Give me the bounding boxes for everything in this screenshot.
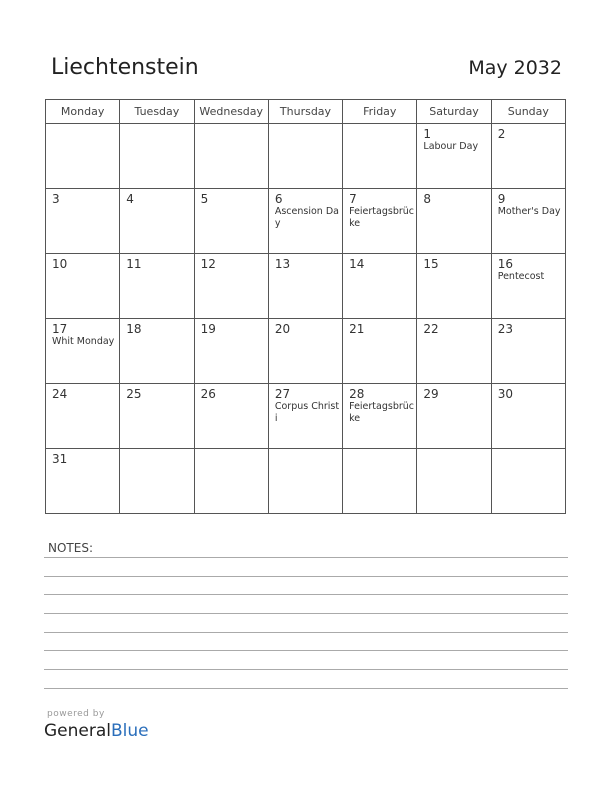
- day-cell-content: [120, 319, 193, 336]
- calendar-day-cell: [491, 319, 565, 384]
- calendar-week-row: [46, 319, 566, 384]
- calendar-day-cell: [194, 124, 268, 189]
- day-cell-content: [417, 124, 490, 153]
- day-number: 30: [497, 387, 513, 401]
- calendar-day-cell: [417, 124, 491, 189]
- day-number: 3: [52, 192, 60, 206]
- day-cell-content: [195, 384, 268, 401]
- day-cell-content: [195, 124, 268, 127]
- calendar-day-cell: [491, 189, 565, 254]
- day-cell-content: [120, 449, 193, 452]
- day-number: 16: [497, 257, 513, 271]
- weekday-sunday: Sunday: [491, 100, 565, 124]
- day-number: 24: [52, 387, 68, 401]
- notes-line: [44, 632, 568, 633]
- day-cell-content: [46, 319, 119, 348]
- calendar-day-cell: [491, 254, 565, 319]
- brand-blue: Blue: [111, 721, 149, 741]
- day-cell-content: [343, 449, 416, 452]
- notes-line: [44, 650, 568, 651]
- calendar-day-cell: [120, 384, 194, 449]
- calendar-day-cell: [417, 254, 491, 319]
- day-number: 17: [52, 322, 68, 336]
- day-number: 13: [274, 257, 291, 271]
- calendar-day-cell: [268, 189, 342, 254]
- day-number: 27: [274, 387, 291, 401]
- day-number: 26: [200, 387, 216, 401]
- notes-line: [44, 613, 568, 614]
- day-cell-content: [417, 254, 490, 271]
- holiday-label: Whit Monday: [52, 336, 115, 347]
- calendar-day-cell: [194, 254, 268, 319]
- calendar-day-cell: [343, 254, 417, 319]
- holiday-label: Ascension Day: [274, 206, 339, 229]
- holiday-label: Labour Day: [423, 141, 479, 152]
- day-cell-content: [492, 189, 565, 218]
- notes-line: [44, 557, 568, 558]
- day-number: 2: [497, 127, 506, 141]
- notes-line: [44, 594, 568, 595]
- calendar-day-cell: [120, 124, 194, 189]
- day-number: 10: [52, 257, 68, 271]
- day-cell-content: [343, 254, 416, 271]
- day-cell-content: [46, 189, 119, 206]
- calendar-day-cell: [46, 449, 120, 514]
- day-cell-content: [120, 254, 193, 271]
- day-cell-content: [120, 124, 193, 127]
- calendar-day-cell: [120, 319, 194, 384]
- calendar-day-cell: [268, 124, 342, 189]
- weekday-monday: Monday: [46, 100, 120, 124]
- calendar-week-row: [46, 189, 566, 254]
- day-cell-content: [343, 189, 416, 230]
- calendar-day-cell: [343, 384, 417, 449]
- day-number: 23: [497, 322, 513, 336]
- calendar-day-cell: [120, 449, 194, 514]
- holiday-label: Mother's Day: [497, 206, 561, 217]
- calendar-day-cell: [194, 384, 268, 449]
- calendar-day-cell: [417, 449, 491, 514]
- calendar-day-cell: [46, 124, 120, 189]
- day-cell-content: [269, 124, 342, 127]
- calendar-day-cell: [343, 449, 417, 514]
- day-number: 21: [349, 322, 365, 336]
- day-cell-content: [417, 384, 490, 401]
- day-cell-content: [343, 319, 416, 336]
- notes-label: NOTES:: [48, 541, 93, 555]
- day-cell-content: [46, 254, 119, 271]
- day-cell-content: [492, 319, 565, 336]
- calendar-day-cell: [417, 384, 491, 449]
- day-cell-content: [46, 124, 119, 127]
- weekday-friday: Friday: [343, 100, 417, 124]
- day-cell-content: [343, 384, 416, 425]
- day-number: 19: [200, 322, 216, 336]
- holiday-label: Corpus Christi: [274, 401, 340, 424]
- calendar-day-cell: [120, 254, 194, 319]
- day-cell-content: [343, 124, 416, 127]
- day-cell-content: [269, 384, 342, 425]
- day-cell-content: [195, 449, 268, 452]
- day-number: 6: [274, 192, 283, 206]
- weekday-thursday: Thursday: [268, 100, 342, 124]
- day-number: 12: [200, 257, 216, 271]
- holiday-label: Feiertagsbrücke: [349, 401, 415, 424]
- brand-general: General: [44, 721, 111, 741]
- day-number: 25: [126, 387, 142, 401]
- day-cell-content: [492, 124, 565, 141]
- calendar-day-cell: [194, 449, 268, 514]
- calendar-day-cell: [268, 384, 342, 449]
- day-cell-content: [492, 449, 565, 452]
- calendar-day-cell: [491, 449, 565, 514]
- holiday-label: Pentecost: [497, 271, 545, 282]
- day-number: 14: [349, 257, 365, 271]
- day-number: 8: [423, 192, 432, 206]
- day-cell-content: [492, 384, 565, 401]
- day-number: 20: [274, 322, 291, 336]
- calendar-grid: [45, 99, 566, 514]
- weekday-saturday: Saturday: [417, 100, 491, 124]
- calendar-day-cell: [491, 124, 565, 189]
- calendar-day-cell: [417, 189, 491, 254]
- day-cell-content: [195, 189, 268, 206]
- calendar-day-cell: [46, 189, 120, 254]
- day-cell-content: [417, 449, 490, 452]
- notes-line: [44, 669, 568, 670]
- day-cell-content: [417, 319, 490, 336]
- day-cell-content: [269, 449, 342, 452]
- day-number: 22: [423, 322, 439, 336]
- day-cell-content: [195, 254, 268, 271]
- day-cell-content: [120, 189, 193, 206]
- day-cell-content: [492, 254, 565, 283]
- calendar-day-cell: [194, 189, 268, 254]
- day-cell-content: [46, 384, 119, 401]
- calendar-day-cell: [491, 384, 565, 449]
- day-number: 7: [349, 192, 357, 206]
- day-number: 28: [349, 387, 365, 401]
- day-number: 29: [423, 387, 439, 401]
- month-title: May 2032: [468, 57, 562, 79]
- calendar-week-row: [46, 124, 566, 189]
- day-cell-content: [120, 384, 193, 401]
- calendar-day-cell: [46, 384, 120, 449]
- generalblue-logo: [44, 721, 149, 741]
- calendar-day-cell: [343, 124, 417, 189]
- calendar-day-cell: [343, 319, 417, 384]
- day-cell-content: [269, 319, 342, 336]
- calendar-day-cell: [268, 254, 342, 319]
- day-number: 5: [200, 192, 209, 206]
- country-title: Liechtenstein: [51, 55, 199, 80]
- day-number: 31: [52, 452, 68, 466]
- calendar-week-row: [46, 254, 566, 319]
- day-number: 4: [126, 192, 134, 206]
- calendar-day-cell: [343, 189, 417, 254]
- day-number: 18: [126, 322, 142, 336]
- calendar-day-cell: [120, 189, 194, 254]
- day-number: 9: [497, 192, 506, 206]
- holiday-label: Feiertagsbrücke: [349, 206, 415, 229]
- day-cell-content: [269, 254, 342, 271]
- day-cell-content: [417, 189, 490, 206]
- notes-line: [44, 576, 568, 577]
- weekday-wednesday: Wednesday: [194, 100, 268, 124]
- calendar-day-cell: [46, 254, 120, 319]
- calendar-week-row: [46, 384, 566, 449]
- calendar-day-cell: [268, 449, 342, 514]
- calendar-day-cell: [417, 319, 491, 384]
- day-cell-content: [46, 449, 119, 466]
- calendar-day-cell: [194, 319, 268, 384]
- powered-by-text: powered by: [47, 709, 105, 719]
- notes-line: [44, 688, 568, 689]
- calendar-day-cell: [46, 319, 120, 384]
- weekday-tuesday: Tuesday: [120, 100, 194, 124]
- day-number: 15: [423, 257, 439, 271]
- weekday-header-row: [46, 100, 566, 124]
- day-number: 1: [423, 127, 432, 141]
- day-cell-content: [269, 189, 342, 230]
- day-number: 11: [126, 257, 142, 271]
- calendar-day-cell: [268, 319, 342, 384]
- calendar-week-row: [46, 449, 566, 514]
- day-cell-content: [195, 319, 268, 336]
